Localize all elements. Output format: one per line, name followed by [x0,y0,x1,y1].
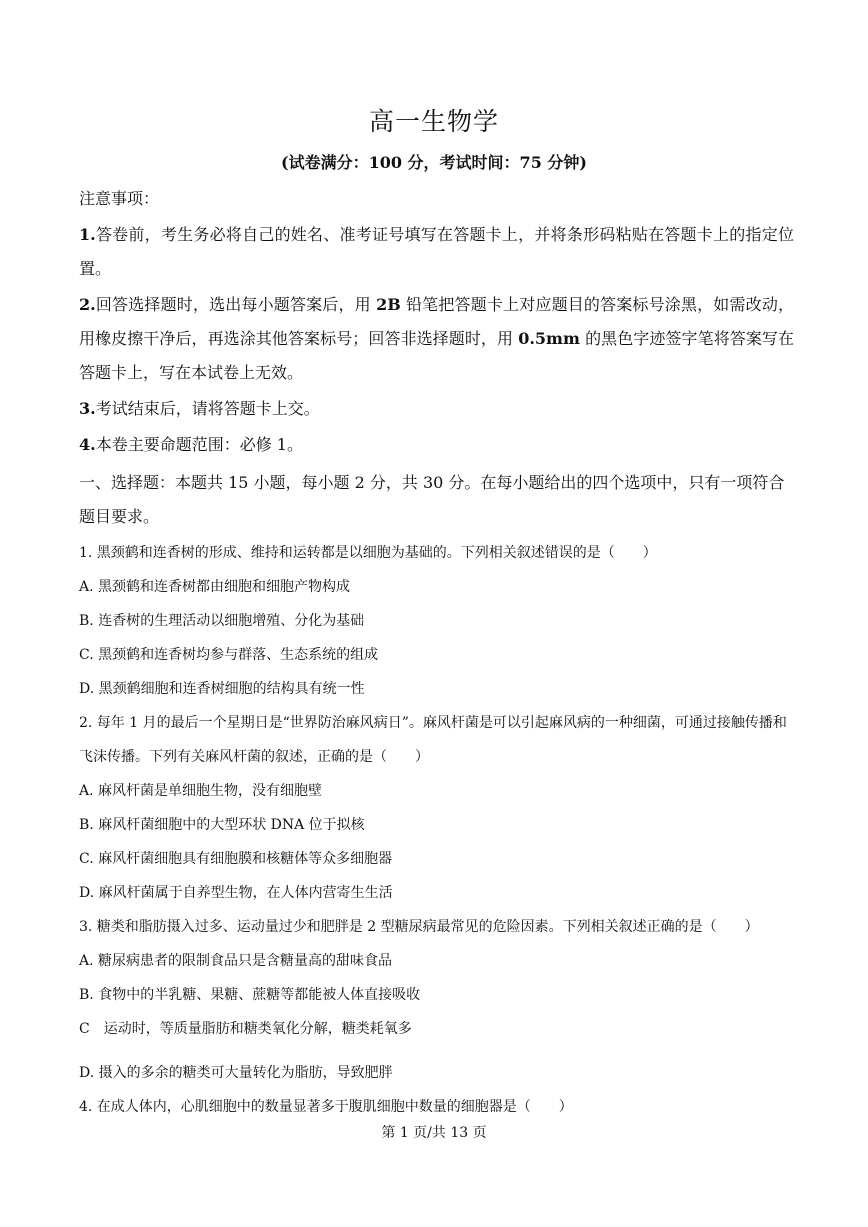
notes-block [79,182,794,462]
page-title: 高一生物学 [368,107,499,136]
question-stem: 1. 黑颈鹤和连香树的形成、维持和运转都是以细胞为基础的。下列相关叙述错误的是（ ） [79,545,657,561]
option-d: D. 麻风杆菌属于自养型生物，在人体内营寄生生活 [79,885,393,901]
question-4 [79,1090,794,1124]
option-b: B. 麻风杆菌细胞中的大型环状 DNA 位于拟核 [79,817,365,833]
question-stem: 2. 每年 1 月的最后一个星期日是“世界防治麻风病日”。麻风杆菌是可以引起麻风病的一种细菌，可通过接触传播和飞沫传播。下列有关麻风杆菌的叙述，正确的是（ ） [79,715,787,765]
option-b: B. 食物中的半乳糖、果糖、蔗糖等都能被人体直接吸收 [79,987,421,1003]
section-heading [79,466,794,534]
note-item-1: 1.答卷前，考生务必将自己的姓名、准考证号填写在答题卡上，并将条形码粘贴在答题卡上的指定位置。 [79,225,794,278]
option-b: B. 连香树的生理活动以细胞增殖、分化为基础 [79,613,365,629]
notes-heading: 注意事项： [79,189,160,208]
option-d: D. 黑颈鹤细胞和连香树细胞的结构具有统一性 [79,681,365,697]
option-c: C. 黑颈鹤和连香树均参与群落、生态系统的组成 [79,647,379,663]
question-stem: 3. 糖类和脂肪摄入过多、运动量过少和肥胖是 2 型糖尿病最常见的危险因素。下列相关叙述正确的是（ ） [79,919,759,935]
option-d: D. 摄入的多余的糖类可大量转化为脂肪，导致肥胖 [79,1065,393,1081]
option-c: C. 麻风杆菌细胞具有细胞膜和核糖体等众多细胞器 [79,851,393,867]
note-item-2: 2.回答选择题时，选出每小题答案后，用 2B 铅笔把答题卡上对应题目的答案标号涂黑，如需改动，用橡皮擦干净后，再选涂其他答案标号；回答非选择题时，用 0.5mm 的黑色字迹签字笔将答案写在答题卡上，写在本试卷上无效。 [79,295,794,382]
question-2 [79,706,794,910]
exam-content [79,182,794,1124]
question-1 [79,536,794,706]
option-a: A. 黑颈鹤和连香树都由细胞和细胞产物构成 [79,579,351,595]
note-item-4: 4.本卷主要命题范围：必修 1。 [79,435,303,454]
note-item-3: 3.考试结束后，请将答题卡上交。 [79,399,320,418]
question-stem: 4. 在成人体内，心肌细胞中的数量显著多于腹肌细胞中数量的细胞器是（ ） [79,1099,573,1115]
page-number: 第 1 页/共 13 页 [381,1125,487,1141]
section-instructions: 一、选择题：本题共 15 小题，每小题 2 分，共 30 分。在每小题给出的四个选项中，只有一项符合题目要求。 [79,473,785,526]
exam-info: (试卷满分：100 分，考试时间：75 分钟) [281,153,587,172]
option-a: A. 麻风杆菌是单细胞生物，没有细胞壁 [79,783,323,799]
option-c: C 运动时，等质量脂肪和糖类氧化分解，糖类耗氧多 [79,1021,412,1037]
option-a: A. 糖尿病患者的限制食品只是含糖量高的甜味食品 [79,953,393,969]
question-3 [79,910,794,1090]
